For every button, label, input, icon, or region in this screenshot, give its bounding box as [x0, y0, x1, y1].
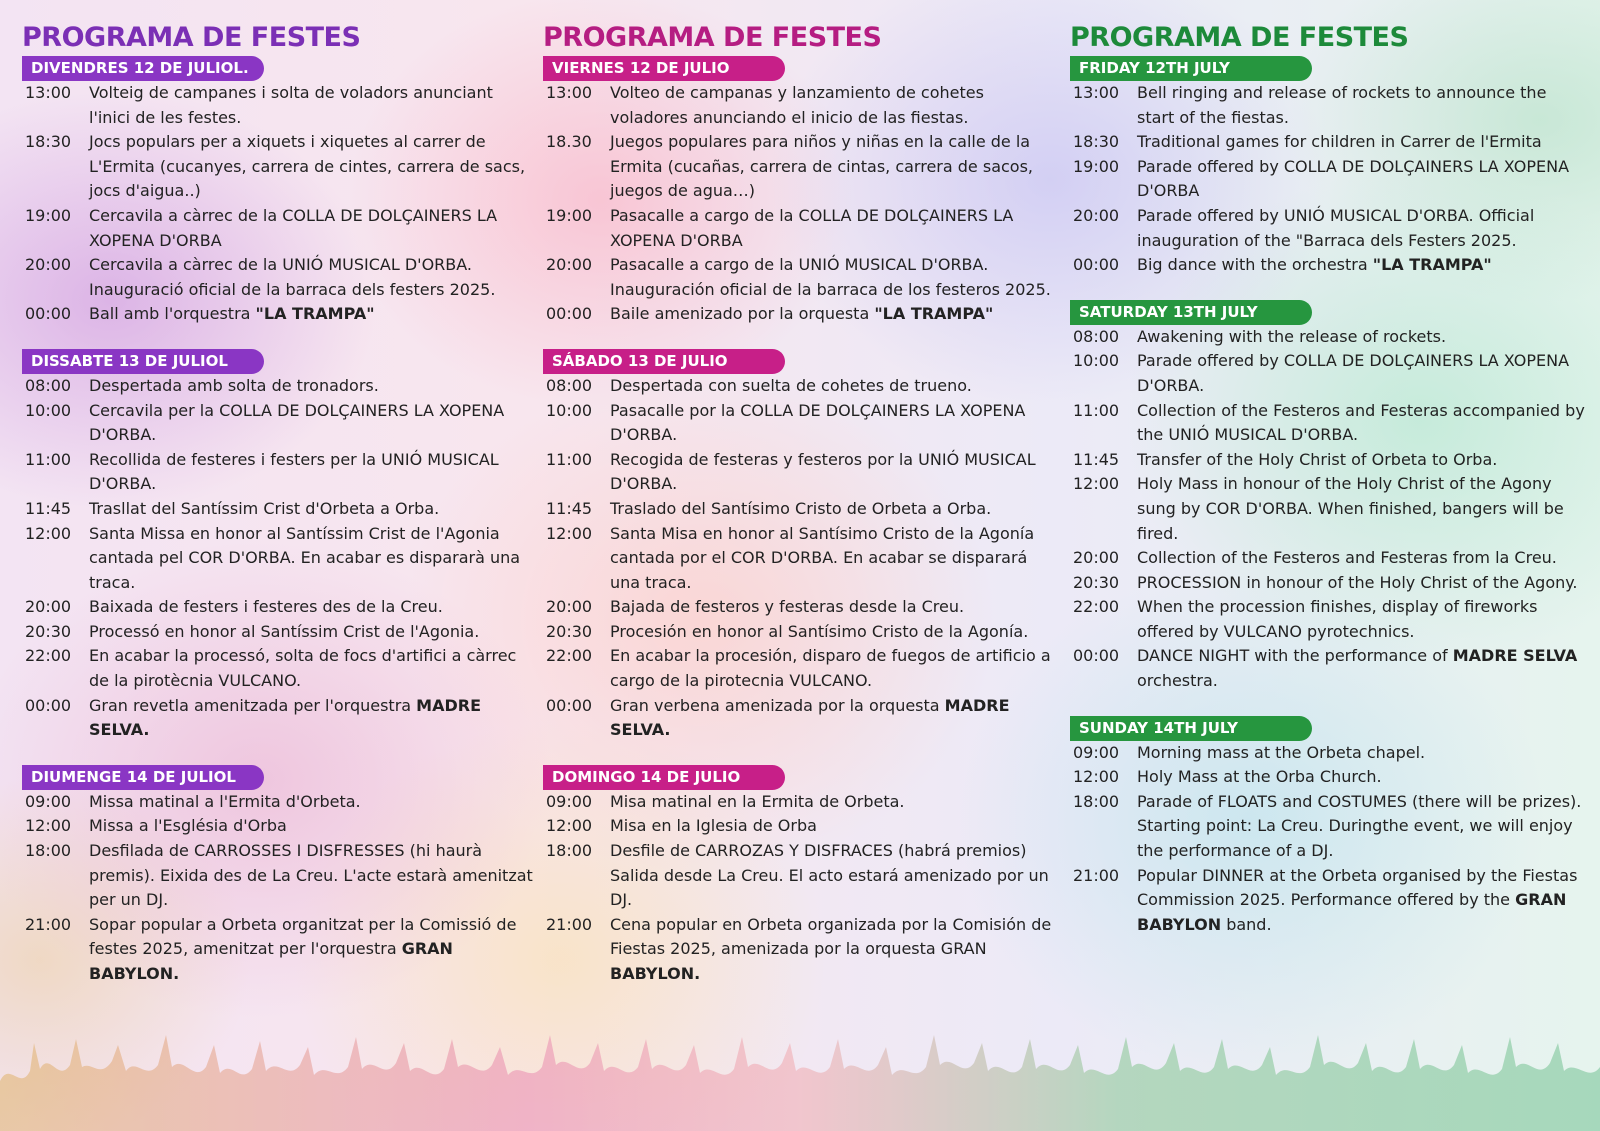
event-text: Cercavila a càrrec de la COLLA DE DOLÇAINERS LA XOPENA D'ORBA: [89, 205, 498, 250]
event-highlight: GRAN BABYLON: [1137, 890, 1567, 934]
event-row: [543, 694, 1058, 743]
event-description: [1137, 472, 1585, 546]
event-time: 20:00: [1073, 205, 1120, 225]
event-description: [89, 253, 537, 302]
event-row: [1070, 571, 1585, 596]
event-time: 11:45: [25, 498, 72, 518]
event-time: 00:00: [546, 695, 593, 715]
event-text: Processó en honor al Santíssim Crist de l'Agonia.: [89, 621, 480, 641]
event-row: [22, 130, 537, 204]
event-description: [610, 253, 1058, 302]
day-section: [1070, 716, 1585, 938]
event-text: Pasacalle a cargo de la COLLA DE DOLÇAINERS LA XOPENA D'ORBA: [610, 205, 1014, 250]
event-row: [543, 399, 1058, 448]
event-row: [1070, 741, 1585, 766]
event-text: Gran verbena amenizada por la orquesta: [610, 695, 945, 715]
event-row: [543, 130, 1058, 204]
day-section: [1070, 300, 1585, 694]
day-header: VIERNES 12 DE JULIO: [543, 56, 785, 81]
event-time: 12:00: [1073, 474, 1120, 494]
event-description: [89, 399, 537, 448]
event-text: Transfer of the Holy Christ of Orbeta to Orba.: [1137, 449, 1498, 469]
event-row: [22, 497, 537, 522]
event-text: Missa matinal a l'Ermita d'Orbeta.: [89, 791, 361, 811]
event-text: Awakening with the release of rockets.: [1137, 326, 1447, 346]
event-row: [22, 913, 537, 987]
event-row: [543, 814, 1058, 839]
event-text: Collection of the Festeros and Festeras accompanied by the UNIÓ MUSICAL D'ORBA.: [1137, 400, 1585, 445]
event-text: Cercavila a càrrec de la UNIÓ MUSICAL D'ORBA. Inauguració oficial de la barraca dels festers 2025.: [89, 255, 496, 299]
event-text: Despertada con suelta de cohetes de trueno.: [610, 375, 972, 395]
event-text: Procesión en honor al Santísimo Cristo de la Agonía.: [610, 621, 1029, 641]
event-description: [610, 522, 1058, 596]
event-time: 09:00: [25, 791, 72, 811]
event-highlight: BABYLON.: [610, 964, 701, 983]
event-description: [1137, 81, 1585, 130]
event-row: [22, 644, 537, 693]
event-description: [610, 839, 1058, 913]
event-row: [1070, 130, 1585, 155]
event-row: [1070, 472, 1585, 546]
event-text: Parade offered by COLLA DE DOLÇAINERS LA XOPENA D'ORBA: [1137, 156, 1570, 201]
event-text: Ball amb l'orquestra: [89, 304, 256, 324]
event-text-after: orchestra.: [1137, 671, 1218, 691]
event-description: [89, 448, 537, 497]
event-row: [543, 448, 1058, 497]
event-row: [543, 302, 1058, 327]
event-text: Bajada de festeros y festeras desde la Creu.: [610, 597, 965, 617]
event-time: 18:30: [1073, 132, 1120, 152]
event-description: [1137, 325, 1585, 350]
day-header: SUNDAY 14TH JULY: [1070, 716, 1312, 741]
event-description: [1137, 864, 1585, 938]
event-description: [1137, 741, 1585, 766]
event-description: [610, 620, 1058, 645]
event-description: [89, 81, 537, 130]
event-row: [1070, 349, 1585, 398]
event-description: [89, 620, 537, 645]
event-time: 21:00: [1073, 865, 1120, 885]
event-time: 18:00: [25, 841, 72, 861]
event-text: Volteig de campanes i solta de voladors anunciant l'inici de les festes.: [89, 83, 493, 127]
event-time: 00:00: [1073, 646, 1120, 666]
event-description: [89, 522, 537, 596]
event-row: [543, 595, 1058, 620]
event-time: 19:00: [1073, 156, 1120, 176]
event-time: 18:00: [546, 841, 593, 861]
event-description: [1137, 790, 1585, 864]
event-time: 13:00: [1073, 83, 1120, 102]
program-title: PROGRAMA DE FESTES: [1070, 22, 1409, 53]
event-description: [610, 448, 1058, 497]
day-section: [543, 765, 1058, 987]
event-highlight: MADRE SELVA.: [89, 695, 481, 740]
event-description: [89, 790, 537, 815]
event-time: 20:30: [25, 621, 72, 641]
event-text: Gran revetla amenitzada per l'orquestra: [89, 695, 417, 715]
event-description: [610, 790, 1058, 815]
event-time: 20:30: [1073, 572, 1120, 592]
event-text: Holy Mass at the Orba Church.: [1137, 767, 1382, 787]
event-row: [1070, 253, 1585, 278]
event-time: 22:00: [1073, 597, 1120, 617]
event-highlight: GRAN BABYLON.: [89, 939, 453, 983]
event-text: Despertada amb solta de tronadors.: [89, 375, 379, 395]
event-time: 11:45: [546, 498, 593, 518]
event-row: [543, 913, 1058, 987]
event-description: [89, 913, 537, 987]
day-header: DIVENDRES 12 DE JULIOL.: [22, 56, 264, 81]
event-description: [610, 302, 1058, 327]
event-time: 19:00: [546, 205, 593, 225]
event-row: [22, 302, 537, 327]
event-time: 00:00: [1073, 255, 1120, 275]
event-row: [1070, 595, 1585, 644]
event-text: Collection of the Festeros and Festeras from la Creu.: [1137, 548, 1557, 568]
event-description: [89, 644, 537, 693]
program-title: PROGRAMA DE FESTES: [543, 22, 882, 53]
event-description: [610, 497, 1058, 522]
event-description: [610, 913, 1058, 987]
event-description: [1137, 399, 1585, 448]
day-section: [543, 56, 1058, 327]
event-row: [22, 81, 537, 130]
event-time: 20:00: [546, 255, 593, 275]
event-description: [89, 694, 537, 743]
event-row: [22, 620, 537, 645]
event-row: [1070, 155, 1585, 204]
event-time: 09:00: [546, 791, 593, 811]
event-text: Holy Mass in honour of the Holy Christ of the Agony sung by COR D'ORBA. When finished, bangers will be fired.: [1137, 474, 1564, 543]
event-row: [22, 204, 537, 253]
event-text: Jocs populars per a xiquets i xiquetes al carrer de L'Ermita (cucanyes, carrera de cintes, carrera de sacs, jocs d'aigua..): [89, 132, 526, 201]
event-row: [1070, 204, 1585, 253]
event-description: [1137, 571, 1585, 596]
event-description: [89, 302, 537, 327]
event-description: [1137, 349, 1585, 398]
event-row: [543, 497, 1058, 522]
event-row: [1070, 399, 1585, 448]
event-text: Recollida de festeres i festers per la UNIÓ MUSICAL D'ORBA.: [89, 449, 499, 494]
event-text: Cercavila per la COLLA DE DOLÇAINERS LA XOPENA D'ORBA.: [89, 400, 505, 445]
event-text: Morning mass at the Orbeta chapel.: [1137, 742, 1426, 762]
day-section: [543, 349, 1058, 743]
event-text: Baile amenizado por la orquesta: [610, 304, 875, 324]
event-description: [89, 814, 537, 839]
event-row: [22, 399, 537, 448]
event-text: Recogida de festeras y festeros por la UNIÓ MUSICAL D'ORBA.: [610, 449, 1036, 494]
event-text: Juegos populares para niños y niñas en la calle de la Ermita (cucañas, carrera de cintas, carrera de sacos, juegos de agua…): [610, 132, 1033, 201]
event-description: [1137, 130, 1585, 155]
event-row: [1070, 546, 1585, 571]
event-description: [610, 204, 1058, 253]
event-description: [1137, 448, 1585, 473]
event-time: 10:00: [546, 400, 593, 420]
event-time: 09:00: [1073, 742, 1120, 762]
event-description: [1137, 155, 1585, 204]
event-time: 18.30: [546, 132, 592, 152]
event-text: Misa en la Iglesia de Orba: [610, 816, 817, 836]
event-text: En acabar la processó, solta de focs d'artifici a càrrec de la pirotècnia VULCANO.: [89, 646, 517, 691]
event-description: [1137, 595, 1585, 644]
day-section: [22, 349, 537, 743]
event-time: 00:00: [25, 304, 72, 324]
event-description: [610, 814, 1058, 839]
event-description: [610, 81, 1058, 130]
event-text: Desfile de CARROZAS Y DISFRACES (habrá premios) Salida desde La Creu. El acto estará amenizado por un DJ.: [610, 841, 1049, 910]
event-row: [22, 839, 537, 913]
day-header: DIUMENGE 14 DE JULIOL: [22, 765, 264, 790]
event-time: 11:00: [546, 449, 593, 469]
event-description: [1137, 644, 1585, 693]
event-row: [22, 448, 537, 497]
event-time: 20:00: [546, 597, 593, 617]
event-highlight: "LA TRAMPA": [874, 304, 994, 324]
event-text: Traditional games for children in Carrer de l'Ermita: [1137, 132, 1542, 152]
event-row: [22, 374, 537, 399]
event-text: Popular DINNER at the Orbeta organised by the Fiestas Commission 2025. Performance offered by the: [1137, 865, 1578, 910]
event-text: Volteo de campanas y lanzamiento de cohetes voladores anunciando el inicio de las fiestas.: [610, 83, 984, 127]
event-row: [543, 839, 1058, 913]
event-text: Trasllat del Santíssim Crist d'Orbeta a Orba.: [89, 498, 440, 518]
event-time: 12:00: [25, 523, 72, 543]
event-time: 18:30: [25, 132, 72, 152]
day-header: DISSABTE 13 DE JULIOL: [22, 349, 264, 374]
event-time: 08:00: [1073, 326, 1120, 346]
day-section: [22, 765, 537, 987]
event-time: 13:00: [25, 83, 72, 102]
event-highlight: "LA TRAMPA": [255, 304, 375, 324]
event-time: 12:00: [546, 523, 593, 543]
event-text: Santa Misa en honor al Santísimo Cristo de la Agonía cantada por el COR D'ORBA. En acabar se disparará una traca.: [610, 523, 1035, 592]
event-time: 10:00: [1073, 351, 1120, 371]
event-text: Pasacalle por la COLLA DE DOLÇAINERS LA XOPENA D'ORBA.: [610, 400, 1026, 445]
event-row: [543, 374, 1058, 399]
event-row: [543, 204, 1058, 253]
event-text: Misa matinal en la Ermita de Orbeta.: [610, 791, 905, 811]
event-time: 21:00: [25, 914, 72, 934]
event-row: [22, 790, 537, 815]
event-time: 20:00: [25, 255, 72, 275]
event-description: [1137, 253, 1585, 278]
event-row: [543, 522, 1058, 596]
event-row: [543, 620, 1058, 645]
event-row: [1070, 765, 1585, 790]
event-time: 00:00: [546, 304, 593, 324]
event-text: Desfilada de CARROSSES I DISFRESSES (hi haurà premis). Eixida des de La Creu. L'acte estarà amenitzat per un DJ.: [89, 841, 533, 910]
event-time: 20:00: [1073, 548, 1120, 568]
event-row: [22, 694, 537, 743]
event-description: [610, 399, 1058, 448]
event-row: [1070, 325, 1585, 350]
day-header: DOMINGO 14 DE JULIO: [543, 765, 785, 790]
event-time: 00:00: [25, 695, 72, 715]
event-row: [543, 644, 1058, 693]
event-text: Pasacalle a cargo de la UNIÓ MUSICAL D'ORBA. Inauguración oficial de la barraca de los festeros 2025.: [610, 255, 1051, 299]
event-row: [1070, 644, 1585, 693]
event-description: [1137, 546, 1585, 571]
event-row: [22, 522, 537, 596]
event-row: [1070, 790, 1585, 864]
event-time: 22:00: [25, 646, 72, 666]
event-description: [610, 130, 1058, 204]
day-header: FRIDAY 12TH JULY: [1070, 56, 1312, 81]
event-text: Traslado del Santísimo Cristo de Orbeta a Orba.: [610, 498, 992, 518]
day-section: [22, 56, 537, 327]
event-time: 18:00: [1073, 791, 1120, 811]
event-highlight: MADRE SELVA: [1452, 646, 1578, 666]
event-time: 08:00: [25, 375, 72, 395]
event-time: 11:00: [25, 449, 72, 469]
event-time: 20:00: [25, 597, 72, 617]
event-description: [89, 204, 537, 253]
event-description: [89, 595, 537, 620]
event-row: [22, 814, 537, 839]
event-row: [543, 253, 1058, 302]
day-header: SATURDAY 13TH JULY: [1070, 300, 1312, 325]
event-time: 12:00: [1073, 767, 1120, 787]
event-time: 22:00: [546, 646, 593, 666]
program-title: PROGRAMA DE FESTES: [22, 22, 361, 53]
event-time: 19:00: [25, 205, 72, 225]
event-row: [22, 595, 537, 620]
event-row: [1070, 864, 1585, 938]
event-description: [1137, 765, 1585, 790]
event-description: [610, 595, 1058, 620]
event-text: Cena popular en Orbeta organizada por la Comisión de Fiestas 2025, amenizada por la orquesta GRAN: [610, 914, 1052, 959]
event-time: 21:00: [546, 914, 593, 934]
event-text: Missa a l'Església d'Orba: [89, 816, 287, 836]
event-highlight: "LA TRAMPA": [1372, 255, 1492, 275]
event-text: PROCESSION in honour of the Holy Christ of the Agony.: [1137, 572, 1578, 592]
event-text: Big dance with the orchestra: [1137, 255, 1373, 275]
event-text: Bell ringing and release of rockets to announce the start of the fiestas.: [1137, 83, 1547, 127]
event-description: [89, 374, 537, 399]
event-highlight: MADRE SELVA.: [610, 695, 1010, 740]
event-row: [543, 81, 1058, 130]
event-description: [89, 839, 537, 913]
event-row: [22, 253, 537, 302]
event-time: 11:45: [1073, 449, 1120, 469]
event-row: [1070, 448, 1585, 473]
event-time: 10:00: [25, 400, 72, 420]
event-text: Baixada de festers i festeres des de la Creu.: [89, 597, 443, 617]
event-text: Sopar popular a Orbeta organitzat per la Comissió de festes 2025, amenitzat per l'orquestra: [89, 914, 517, 959]
column-english: [1070, 18, 1585, 959]
event-time: 12:00: [25, 816, 72, 836]
column-catalan: [22, 18, 537, 1009]
event-description: [89, 130, 537, 204]
event-description: [610, 694, 1058, 743]
event-text: Parade of FLOATS and COSTUMES (there will be prizes). Starting point: La Creu. Duringthe event, we will enjoy the performance of a DJ.: [1137, 791, 1582, 861]
event-time: 12:00: [546, 816, 593, 836]
event-text: En acabar la procesión, disparo de fuegos de artificio a cargo de la pirotecnia VULCANO.: [610, 646, 1051, 691]
event-time: 11:00: [1073, 400, 1120, 420]
day-header: SÁBADO 13 DE JULIO: [543, 349, 785, 374]
event-text: DANCE NIGHT with the performance of: [1137, 646, 1453, 666]
event-row: [543, 790, 1058, 815]
event-description: [1137, 204, 1585, 253]
event-text: Parade offered by UNIÓ MUSICAL D'ORBA. Official inauguration of the "Barraca dels Festers 2025.: [1137, 205, 1535, 250]
column-spanish: [543, 18, 1058, 1009]
event-time: 20:30: [546, 621, 593, 641]
crowd-silhouette-decoration: [0, 1021, 1600, 1131]
event-description: [610, 644, 1058, 693]
event-text: Parade offered by COLLA DE DOLÇAINERS LA XOPENA D'ORBA.: [1137, 351, 1570, 395]
event-text: Santa Missa en honor al Santíssim Crist de l'Agonia cantada pel COR D'ORBA. En acabar es dispararà una traca.: [89, 523, 521, 592]
day-section: [1070, 56, 1585, 278]
event-description: [89, 497, 537, 522]
event-description: [610, 374, 1058, 399]
event-time: 08:00: [546, 375, 593, 395]
event-text-after: band.: [1221, 914, 1272, 934]
event-time: 13:00: [546, 83, 593, 102]
event-row: [1070, 81, 1585, 130]
event-text: When the procession finishes, display of fireworks offered by VULCANO pyrotechnics.: [1137, 597, 1538, 641]
